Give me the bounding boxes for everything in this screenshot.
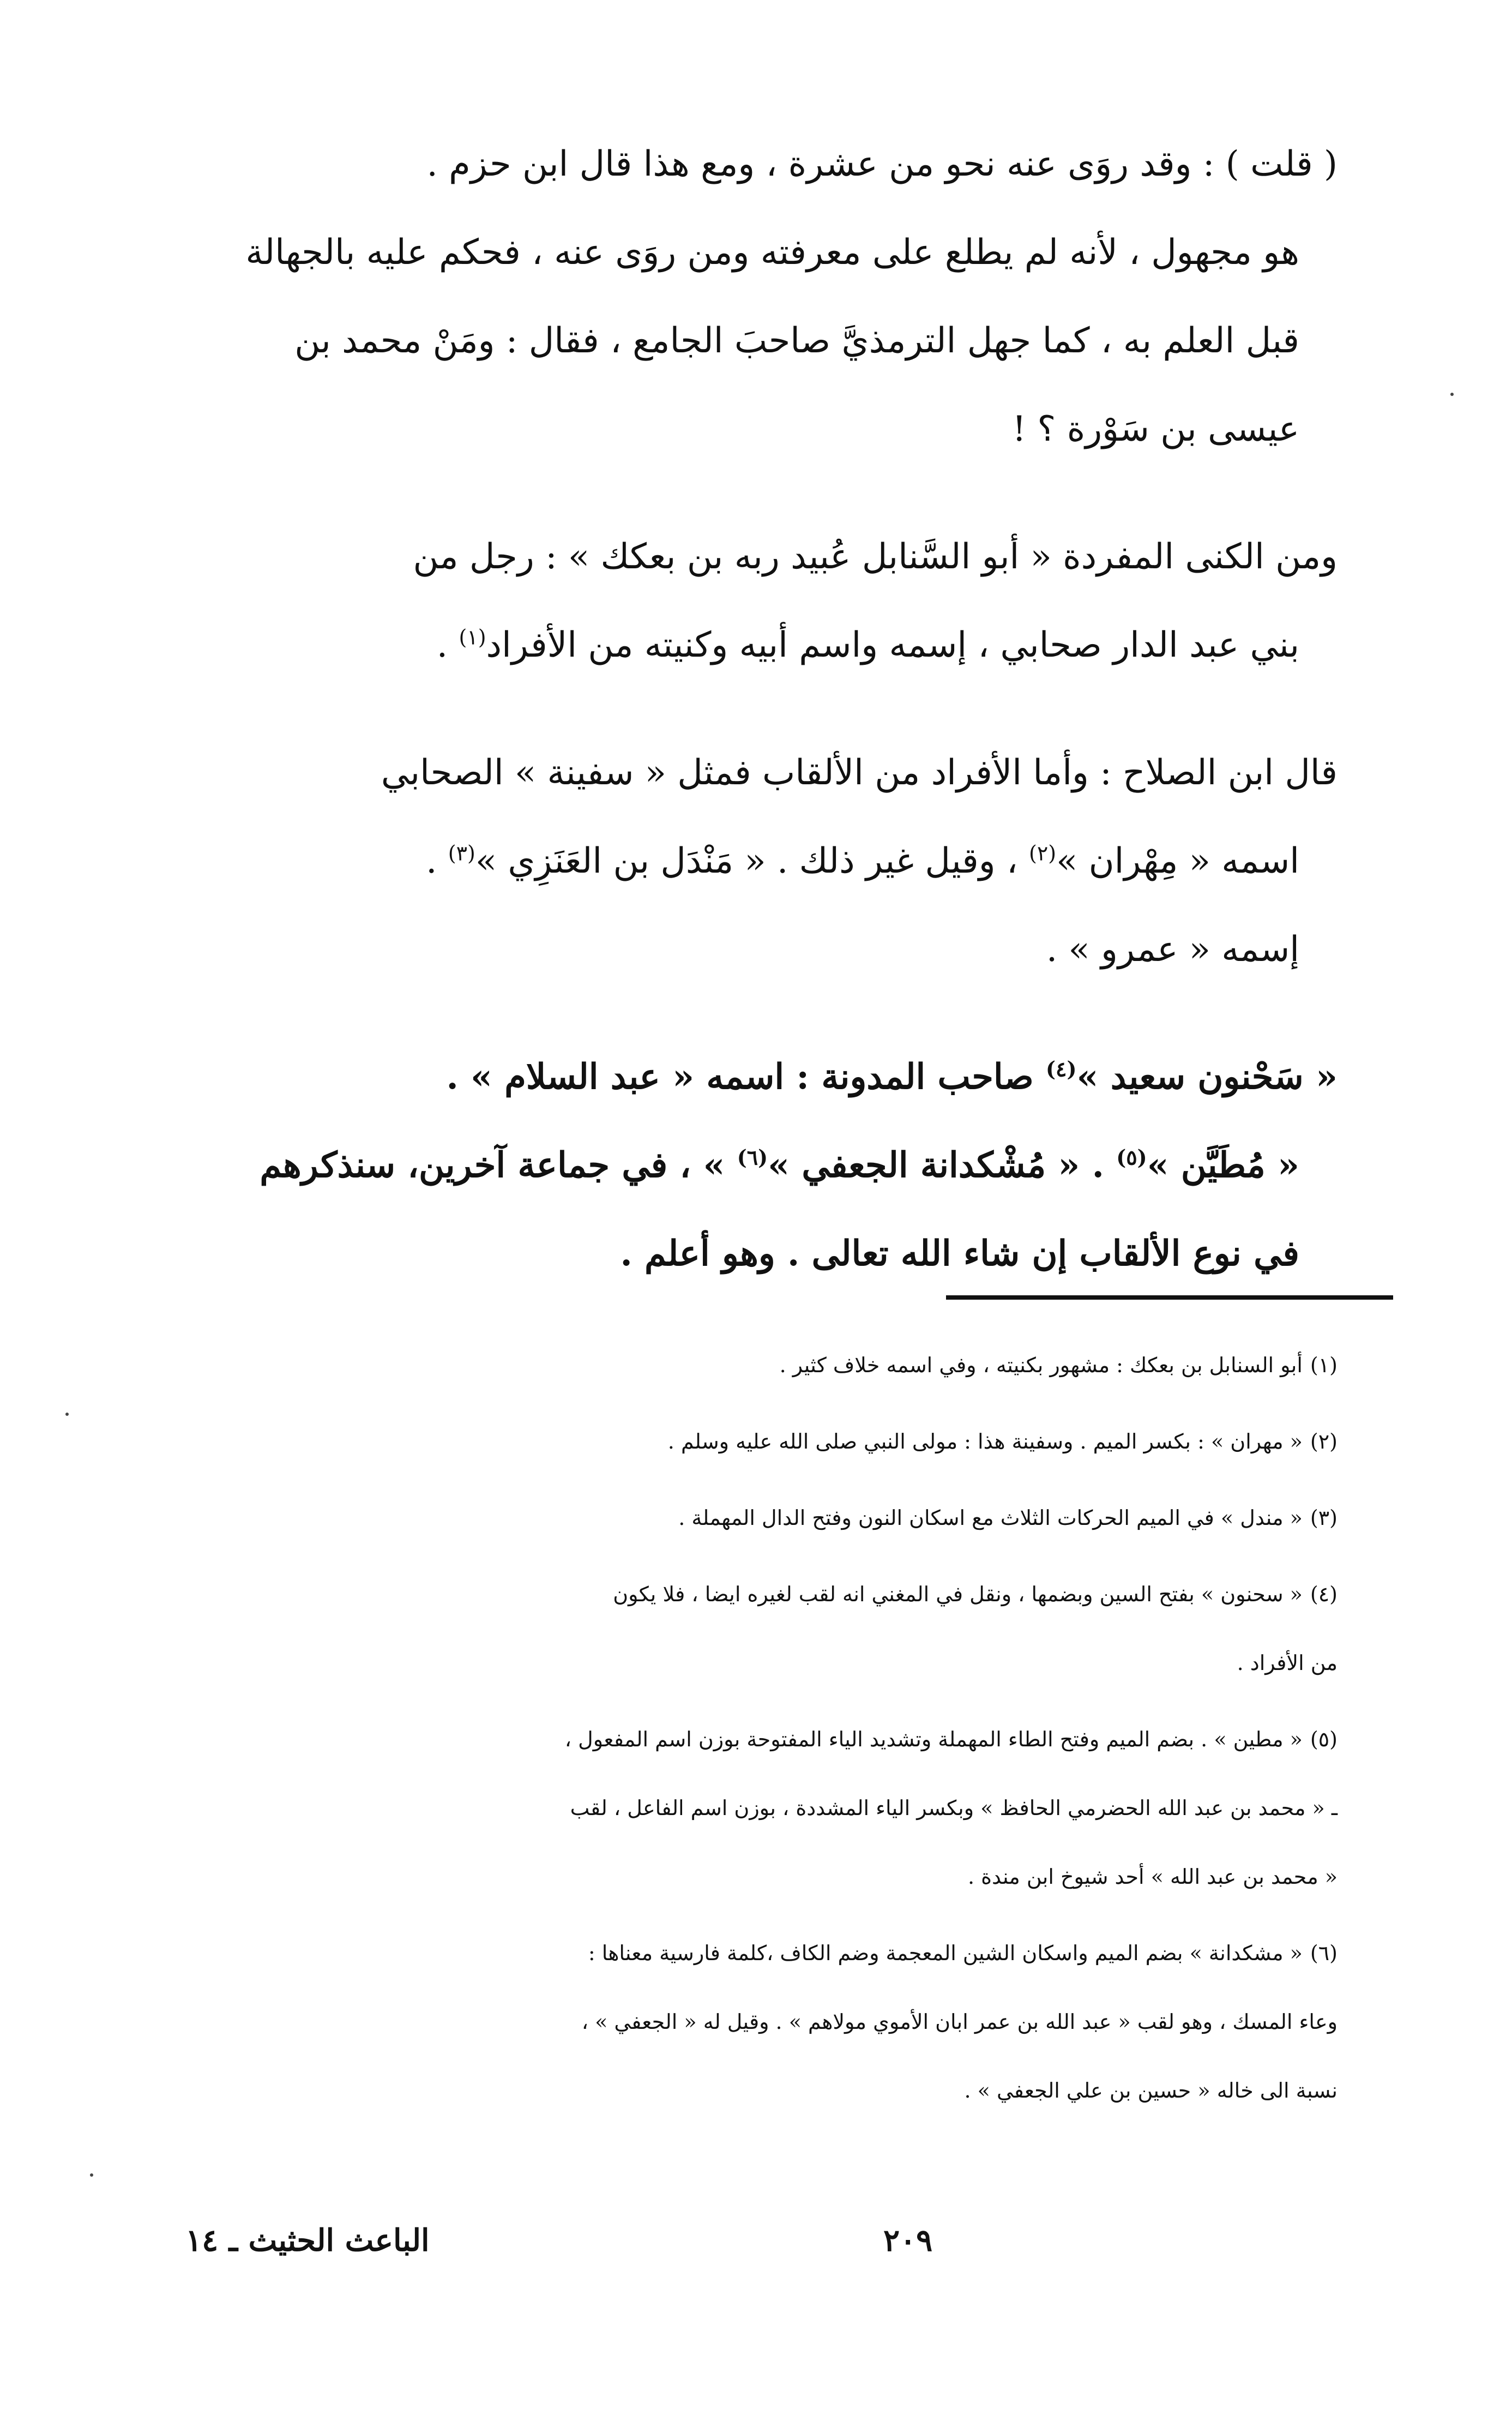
footnote-ref-3[interactable]: (٣) — [448, 841, 475, 866]
paragraph-line — [229, 1033, 1338, 1121]
footnote-text: « مشكدانة » بضم الميم واسكان الشين المعجمة وضم الكاف ،كلمة فارسية معناها : — [588, 1941, 1303, 1965]
footnote-line — [174, 1560, 1338, 1629]
footnote-line — [174, 1407, 1338, 1476]
footnote-4 — [174, 1560, 1338, 1697]
footnote-text: « سحنون » بفتح السين وبضمها ، ونقل في المغني انه لقب لغيره ايضا ، فلا يكون — [613, 1582, 1303, 1606]
scan-speck — [65, 1413, 69, 1416]
footnote-number: (١) — [1310, 1353, 1338, 1377]
footnote-line — [174, 1331, 1338, 1399]
paragraph-line: هو مجهول ، لأنه لم يطلع على معرفته ومن روَى عنه ، فحكم عليه بالجهالة — [245, 232, 1299, 273]
footnote-ref-5[interactable]: (٥) — [1116, 1145, 1147, 1170]
footnote-5 — [174, 1705, 1338, 1911]
footnote-number: (٥) — [1310, 1727, 1338, 1751]
paragraph-line: قبل العلم به ، كما جهل الترمذيَّ صاحبَ الجامع ، فقال : ومَنْ محمد بن — [294, 321, 1299, 361]
footnote-number: (٤) — [1310, 1582, 1338, 1606]
footnotes — [174, 1331, 1338, 2132]
footnote-6 — [174, 1919, 1338, 2125]
paragraph-line-text: اسمه « مِهْران » — [1056, 841, 1299, 881]
page-footer — [185, 2222, 1327, 2272]
paragraph-line-text: « مُطَيَّن » — [1147, 1145, 1299, 1186]
paragraph-2 — [229, 513, 1338, 689]
main-text — [229, 120, 1338, 1337]
footnote-3 — [174, 1483, 1338, 1552]
footnote-text: « مهران » : بكسر الميم . وسفينة هذا : مولى النبي صلى الله عليه وسلم . — [667, 1429, 1303, 1453]
footnote-line — [174, 1919, 1338, 1987]
paragraph-4 — [229, 1033, 1338, 1298]
paragraph-line: عيسى بن سَوْرة ؟ ! — [1012, 409, 1299, 449]
footnote-line — [174, 1483, 1338, 1552]
paragraph-line: ومن الكنى المفردة « أبو السَّنابل عُبيد ربه بن بعكك » : رجل من — [413, 537, 1338, 577]
footnote-separator — [946, 1295, 1393, 1300]
paragraph-line-text: صاحب المدونة : اسمه « عبد السلام » . — [446, 1056, 1034, 1097]
paragraph-line-text: بني عبد الدار صحابي ، إسمه واسم أبيه وكنيته من الأفراد — [486, 625, 1299, 665]
footnote-ref-1[interactable]: (١) — [459, 625, 486, 650]
scan-speck — [90, 2173, 93, 2177]
paragraph-line-text: « سَحْنون سعيد » — [1076, 1056, 1338, 1097]
footnote-text: « مندل » في الميم الحركات الثلاث مع اسكان النون وفتح الدال المهملة . — [678, 1506, 1303, 1530]
paragraph-line-text: . « مُشْكدانة الجعفي » — [768, 1145, 1104, 1186]
footnote-2 — [174, 1407, 1338, 1476]
paragraph-line — [229, 817, 1338, 905]
footnote-text: « مطين » . بضم الميم وفتح الطاء المهملة وتشديد الياء المفتوحة بوزن اسم المفعول ، — [564, 1727, 1303, 1751]
paragraph-line: في نوع الألقاب إن شاء الله تعالى . وهو أعلم . — [620, 1233, 1299, 1274]
paragraph-line-tail: . — [436, 625, 448, 665]
footnote-line: نسبة الى خاله « حسين بن علي الجعفي » . — [964, 2078, 1338, 2102]
page-number: ٢٠٩ — [883, 2222, 933, 2258]
paragraph-line-tail: . — [426, 841, 437, 881]
footnote-ref-6[interactable]: (٦) — [737, 1145, 768, 1170]
paragraph-line: إسمه « عمرو » . — [1046, 929, 1299, 970]
footnote-number: (٣) — [1310, 1506, 1338, 1530]
footnote-line: ـ « محمد بن عبد الله الحضرمي الحافظ » وبكسر الياء المشددة ، بوزن اسم الفاعل ، لقب — [570, 1796, 1338, 1820]
footnote-line: « محمد بن عبد الله » أحد شيوخ ابن مندة . — [967, 1865, 1338, 1889]
footnote-text: أبو السنابل بن بعكك : مشهور بكنيته ، وفي اسمه خلاف كثير . — [779, 1353, 1303, 1377]
paragraph-1 — [229, 120, 1338, 473]
paragraph-3 — [229, 729, 1338, 994]
footnote-ref-4[interactable]: (٤) — [1046, 1056, 1077, 1082]
paragraph-line: ( قلت ) : وقد روَى عنه نحو من عشرة ، ومع هذا قال ابن حزم . — [426, 144, 1338, 184]
book-signature: الباعث الحثيث ـ ١٤ — [185, 2222, 430, 2258]
footnote-line — [174, 1705, 1338, 1774]
footnote-line: وعاء المسك ، وهو لقب « عبد الله بن عمر ابان الأموي مولاهم » . وقيل له « الجعفي » ، — [581, 2010, 1338, 2034]
footnote-number: (٢) — [1310, 1429, 1338, 1453]
scan-speck — [1450, 393, 1454, 396]
paragraph-line — [229, 1121, 1338, 1210]
paragraph-line-text: » ، في جماعة آخرين، سنذكرهم — [260, 1145, 725, 1186]
footnote-line: من الأفراد . — [1237, 1651, 1338, 1675]
footnote-number: (٦) — [1310, 1941, 1338, 1965]
footnote-1 — [174, 1331, 1338, 1399]
paragraph-line: قال ابن الصلاح : وأما الأفراد من الألقاب فمثل « سفينة » الصحابي — [381, 753, 1338, 793]
footnote-ref-2[interactable]: (٢) — [1028, 841, 1057, 866]
paragraph-line — [229, 601, 1338, 689]
paragraph-line-text: ، وقيل غير ذلك . « مَنْدَل بن العَنَزِي » — [475, 841, 1018, 881]
